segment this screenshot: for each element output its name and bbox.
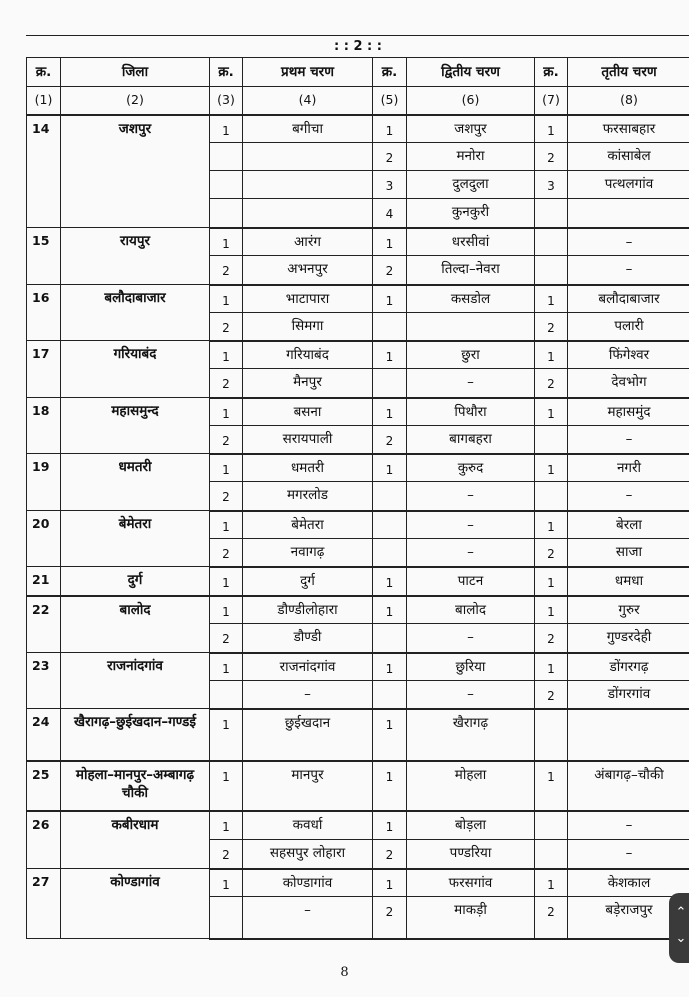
- phase2-index: 1: [373, 596, 407, 624]
- scroll-widget[interactable]: [669, 893, 689, 963]
- serial-number: 14: [27, 115, 61, 228]
- phase3-block: फिंगेश्वर: [568, 341, 689, 369]
- phase3-block: पलारी: [568, 313, 689, 341]
- phase3-index: 1: [535, 341, 568, 369]
- phase2-index: [373, 482, 407, 511]
- phase1-block: बसना: [243, 398, 373, 426]
- phase2-block: [407, 313, 535, 341]
- phase2-index: 1: [373, 653, 407, 681]
- phase3-index: 2: [535, 369, 568, 398]
- chevron-up-icon[interactable]: ⌃: [675, 905, 687, 920]
- phase3-block: बेरला: [568, 511, 689, 539]
- phase2-index: 4: [373, 199, 407, 228]
- phase2-index: 1: [373, 761, 407, 811]
- phase1-block: कोण्डागांव: [243, 869, 373, 897]
- phase1-block: भाटापारा: [243, 285, 373, 313]
- phase3-block: –: [568, 840, 689, 869]
- table-row: [27, 869, 689, 897]
- header-serial-phase2: क्र.: [373, 58, 407, 87]
- phase1-block: [243, 199, 373, 228]
- phase1-index: 2: [210, 313, 243, 341]
- table-row: [27, 398, 689, 426]
- district-name: रायपुर: [61, 228, 210, 285]
- phase2-index: [373, 624, 407, 653]
- phase3-block: कांसाबेल: [568, 143, 689, 171]
- phase1-index: 1: [210, 285, 243, 313]
- phase2-block: कसडोल: [407, 285, 535, 313]
- phase3-block: साजा: [568, 539, 689, 567]
- phase3-block: –: [568, 228, 689, 256]
- phase1-block: डौण्डी: [243, 624, 373, 653]
- header-serial-phase1: क्र.: [210, 58, 243, 87]
- phase1-index: 1: [210, 398, 243, 426]
- header-district: जिला: [61, 58, 210, 87]
- phase1-index: 1: [210, 511, 243, 539]
- phase3-block: पत्थलगांव: [568, 171, 689, 199]
- phase3-index: 2: [535, 624, 568, 653]
- phase1-block: मैनपुर: [243, 369, 373, 398]
- phase1-index: 2: [210, 256, 243, 285]
- phase1-index: 1: [210, 811, 243, 840]
- phase2-index: [373, 369, 407, 398]
- phase3-block: देवभोग: [568, 369, 689, 398]
- phase1-index: 2: [210, 840, 243, 869]
- phase2-block: –: [407, 539, 535, 567]
- phase1-block: दुर्ग: [243, 567, 373, 596]
- phase1-index: [210, 897, 243, 939]
- phase2-index: 2: [373, 426, 407, 454]
- phase2-index: 1: [373, 709, 407, 761]
- serial-number: 26: [27, 811, 61, 869]
- phase3-index: 3: [535, 171, 568, 199]
- phase1-index: 1: [210, 869, 243, 897]
- district-phase-table: [26, 57, 689, 940]
- table-body: [27, 115, 689, 939]
- phase3-index: 2: [535, 897, 568, 939]
- phase2-block: –: [407, 369, 535, 398]
- phase3-block: [568, 199, 689, 228]
- phase3-index: 1: [535, 869, 568, 897]
- phase3-index: 1: [535, 398, 568, 426]
- phase3-block: बड़ेराजपुर: [568, 897, 689, 939]
- serial-number: 24: [27, 709, 61, 761]
- phase2-index: 1: [373, 228, 407, 256]
- table-row: [27, 653, 689, 681]
- column-number: (1): [27, 87, 61, 115]
- phase3-block: धमधा: [568, 567, 689, 596]
- phase2-block: पण्डरिया: [407, 840, 535, 869]
- page-title: : : 2 : :: [26, 35, 689, 58]
- phase2-block: –: [407, 482, 535, 511]
- phase3-index: [535, 709, 568, 761]
- column-number: (4): [243, 87, 373, 115]
- phase2-block: माकड़ी: [407, 897, 535, 939]
- phase2-index: [373, 681, 407, 709]
- phase2-index: 1: [373, 285, 407, 313]
- header-row: [27, 58, 689, 87]
- serial-number: 25: [27, 761, 61, 811]
- phase1-block: छुईखदान: [243, 709, 373, 761]
- phase1-index: 2: [210, 426, 243, 454]
- district-name: कबीरधाम: [61, 811, 210, 869]
- phase2-index: 1: [373, 454, 407, 482]
- phase3-block: महासमुंद: [568, 398, 689, 426]
- table-row: [27, 761, 689, 811]
- phase3-block: फरसाबहार: [568, 115, 689, 143]
- phase2-block: मनोरा: [407, 143, 535, 171]
- phase2-block: –: [407, 624, 535, 653]
- phase2-block: –: [407, 681, 535, 709]
- serial-number: 19: [27, 454, 61, 511]
- phase2-block: जशपुर: [407, 115, 535, 143]
- phase3-index: 1: [535, 596, 568, 624]
- district-name: गरियाबंद: [61, 341, 210, 398]
- column-number: (6): [407, 87, 535, 115]
- phase2-block: कुरुद: [407, 454, 535, 482]
- district-name: बलौदाबाजार: [61, 285, 210, 341]
- district-name: राजनांदगांव: [61, 653, 210, 709]
- header-serial: क्र.: [27, 58, 61, 87]
- phase1-index: 2: [210, 539, 243, 567]
- serial-number: 17: [27, 341, 61, 398]
- district-name: खैरागढ़–छुईखदान–गण्डई: [61, 709, 210, 761]
- column-number: (2): [61, 87, 210, 115]
- phase1-block: –: [243, 897, 373, 939]
- phase2-block: छुरा: [407, 341, 535, 369]
- phase2-block: बालोद: [407, 596, 535, 624]
- table-row: [27, 567, 689, 596]
- phase1-index: [210, 199, 243, 228]
- phase1-block: अभनपुर: [243, 256, 373, 285]
- column-number: (5): [373, 87, 407, 115]
- column-number: (8): [568, 87, 689, 115]
- phase3-block: केशकाल: [568, 869, 689, 897]
- phase2-index: 3: [373, 171, 407, 199]
- phase3-index: [535, 840, 568, 869]
- phase2-block: तिल्दा–नेवरा: [407, 256, 535, 285]
- phase3-index: 1: [535, 761, 568, 811]
- phase1-block: सरायपाली: [243, 426, 373, 454]
- table-row: [27, 285, 689, 313]
- phase2-block: पिथौरा: [407, 398, 535, 426]
- phase3-block: –: [568, 256, 689, 285]
- phase3-index: [535, 811, 568, 840]
- phase3-index: 1: [535, 511, 568, 539]
- phase1-index: 1: [210, 761, 243, 811]
- phase3-index: [535, 256, 568, 285]
- phase2-index: 1: [373, 811, 407, 840]
- phase1-block: राजनांदगांव: [243, 653, 373, 681]
- phase1-block: नवागढ़: [243, 539, 373, 567]
- phase3-index: 1: [535, 567, 568, 596]
- serial-number: 22: [27, 596, 61, 653]
- phase2-block: कुनकुरी: [407, 199, 535, 228]
- table-row: [27, 811, 689, 840]
- district-name: जशपुर: [61, 115, 210, 228]
- phase2-index: 2: [373, 897, 407, 939]
- column-number: (7): [535, 87, 568, 115]
- column-number-row: [27, 87, 689, 115]
- page-number: 8: [340, 965, 349, 980]
- serial-number: 15: [27, 228, 61, 285]
- phase1-block: बगीचा: [243, 115, 373, 143]
- phase1-index: 1: [210, 341, 243, 369]
- phase1-index: 2: [210, 369, 243, 398]
- phase3-block: डोंगरगांव: [568, 681, 689, 709]
- phase3-block: नगरी: [568, 454, 689, 482]
- district-name: बेमेतरा: [61, 511, 210, 567]
- phase3-index: [535, 426, 568, 454]
- phase1-index: [210, 171, 243, 199]
- serial-number: 21: [27, 567, 61, 596]
- chevron-down-icon[interactable]: ⌄: [675, 931, 687, 946]
- phase2-index: 1: [373, 115, 407, 143]
- phase3-index: 2: [535, 681, 568, 709]
- phase3-block: अंबागढ़–चौकी: [568, 761, 689, 811]
- phase2-block: फरसगांव: [407, 869, 535, 897]
- district-name: बालोद: [61, 596, 210, 653]
- district-name: मोहला–मानपुर–अम्बागढ़ चौकी: [61, 761, 210, 811]
- phase1-block: [243, 143, 373, 171]
- phase2-index: 2: [373, 256, 407, 285]
- phase1-block: [243, 171, 373, 199]
- phase1-block: सिमगा: [243, 313, 373, 341]
- column-number: (3): [210, 87, 243, 115]
- phase1-index: 1: [210, 228, 243, 256]
- district-name: कोण्डागांव: [61, 869, 210, 939]
- phase2-index: 1: [373, 567, 407, 596]
- phase1-block: आरंग: [243, 228, 373, 256]
- phase1-block: मानपुर: [243, 761, 373, 811]
- district-name: धमतरी: [61, 454, 210, 511]
- phase3-block: –: [568, 426, 689, 454]
- phase1-block: –: [243, 681, 373, 709]
- phase2-block: बागबहरा: [407, 426, 535, 454]
- phase2-block: –: [407, 511, 535, 539]
- district-name: महासमुन्द: [61, 398, 210, 454]
- serial-number: 20: [27, 511, 61, 567]
- phase1-block: धमतरी: [243, 454, 373, 482]
- table-row: [27, 454, 689, 482]
- phase1-index: 2: [210, 624, 243, 653]
- district-name: दुर्ग: [61, 567, 210, 596]
- phase1-block: डौण्डीलोहारा: [243, 596, 373, 624]
- phase2-block: दुलदुला: [407, 171, 535, 199]
- phase3-index: 2: [535, 539, 568, 567]
- phase1-block: कवर्धा: [243, 811, 373, 840]
- phase3-block: गुण्डरदेही: [568, 624, 689, 653]
- table-row: [27, 709, 689, 761]
- phase1-index: [210, 143, 243, 171]
- phase1-index: 1: [210, 596, 243, 624]
- phase3-index: 1: [535, 454, 568, 482]
- phase3-block: गुरुर: [568, 596, 689, 624]
- phase3-block: –: [568, 482, 689, 511]
- phase2-block: बोड़ला: [407, 811, 535, 840]
- phase1-block: सहसपुर लोहारा: [243, 840, 373, 869]
- phase2-index: 1: [373, 398, 407, 426]
- phase2-block: मोहला: [407, 761, 535, 811]
- serial-number: 16: [27, 285, 61, 341]
- phase1-index: [210, 681, 243, 709]
- phase1-index: 1: [210, 653, 243, 681]
- phase3-index: 1: [535, 115, 568, 143]
- table-row: [27, 341, 689, 369]
- phase2-block: खैरागढ़: [407, 709, 535, 761]
- phase2-index: [373, 313, 407, 341]
- phase2-index: 2: [373, 840, 407, 869]
- phase3-block: बलौदाबाजार: [568, 285, 689, 313]
- table-row: [27, 228, 689, 256]
- phase1-index: 1: [210, 709, 243, 761]
- serial-number: 27: [27, 869, 61, 939]
- phase1-block: बेमेतरा: [243, 511, 373, 539]
- phase2-index: 1: [373, 341, 407, 369]
- phase2-block: छुरिया: [407, 653, 535, 681]
- header-serial-phase3: क्र.: [535, 58, 568, 87]
- phase2-block: पाटन: [407, 567, 535, 596]
- phase2-index: 1: [373, 869, 407, 897]
- phase1-block: मगरलोड: [243, 482, 373, 511]
- phase3-block: डोंगरगढ़: [568, 653, 689, 681]
- phase1-index: 2: [210, 482, 243, 511]
- header-phase3: तृतीय चरण: [568, 58, 689, 87]
- phase1-index: 1: [210, 454, 243, 482]
- phase1-index: 1: [210, 115, 243, 143]
- table-row: [27, 596, 689, 624]
- phase2-index: 2: [373, 143, 407, 171]
- phase3-block: –: [568, 811, 689, 840]
- header-phase1: प्रथम चरण: [243, 58, 373, 87]
- phase3-index: [535, 199, 568, 228]
- phase3-index: [535, 482, 568, 511]
- phase2-index: [373, 539, 407, 567]
- phase1-index: 1: [210, 567, 243, 596]
- table-row: [27, 511, 689, 539]
- phase3-index: 2: [535, 313, 568, 341]
- phase3-index: 1: [535, 653, 568, 681]
- serial-number: 18: [27, 398, 61, 454]
- phase2-block: धरसीवां: [407, 228, 535, 256]
- phase3-block: [568, 709, 689, 761]
- phase3-index: [535, 228, 568, 256]
- header-phase2: द्वितीय चरण: [407, 58, 535, 87]
- serial-number: 23: [27, 653, 61, 709]
- table-row: [27, 115, 689, 143]
- phase3-index: 2: [535, 143, 568, 171]
- phase1-block: गरियाबंद: [243, 341, 373, 369]
- phase2-index: [373, 511, 407, 539]
- phase3-index: 1: [535, 285, 568, 313]
